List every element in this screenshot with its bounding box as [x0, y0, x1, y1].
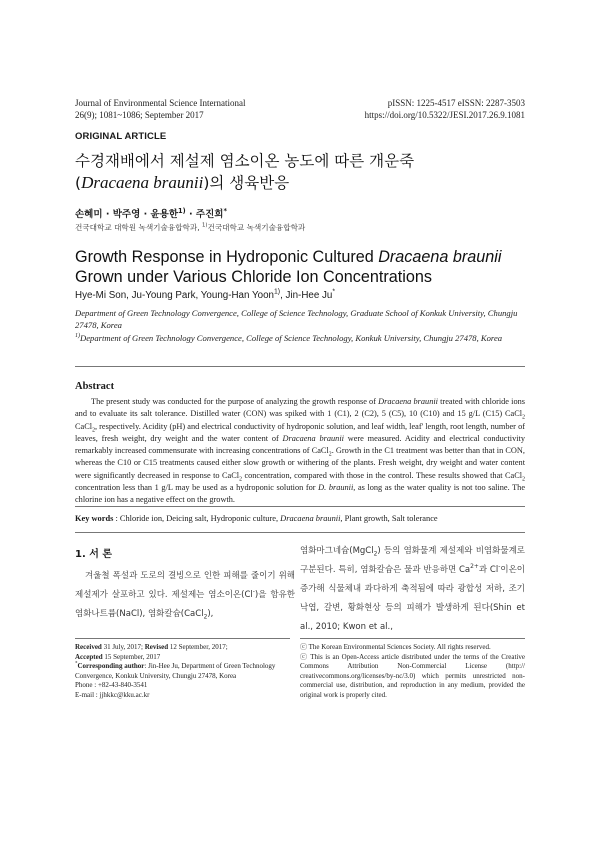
footnote-rule-right: [300, 638, 525, 639]
paren-open: (: [75, 174, 82, 192]
korean-affiliation-sup: 1): [202, 222, 208, 229]
superscript: 2+: [470, 563, 479, 571]
subscript: 2: [522, 476, 525, 483]
keywords-species: Dracaena braunii: [280, 514, 341, 523]
english-affiliation-2-text: Department of Green Technology Convergence, College of Science Technology, Konkuk University, Chungju 27478, Korea: [80, 333, 503, 343]
korean-affiliation: [75, 222, 305, 233]
journal-volume: 26(9); 1081~1086; September 2017: [75, 110, 204, 120]
superscript: -: [252, 588, 255, 596]
article-type: ORIGINAL ARTICLE: [75, 131, 167, 142]
abstract-text: , as long as the water quality is not too saline. The chlorine ion has a negative effect on the growth.: [75, 483, 526, 505]
korean-author-sup: 1): [178, 206, 186, 215]
korean-affiliation-a: 건국대학교 대학원 녹색기술융합학과,: [75, 223, 203, 232]
korean-title-line2: [75, 172, 535, 194]
korean-title-line1: 수경재배에서 제설제 염소이온 농도에 따른 개운죽: [75, 152, 415, 170]
body-right-column: [300, 542, 525, 637]
english-affiliation-2-sup: 1): [75, 333, 81, 340]
divider-top: [75, 366, 525, 367]
revised-date: 12 September, 2017;: [168, 643, 228, 651]
english-corresponding-star: *: [332, 288, 336, 296]
revised-label: Revised: [144, 643, 169, 651]
journal-header-right: [300, 97, 525, 121]
body-text: )을 함유한 염화나트륨(NaCl), 염화칼슘(CaCl: [75, 590, 295, 619]
abstract-text: CaCl: [75, 421, 93, 431]
subscript: 2: [239, 476, 242, 483]
journal-name: Journal of Environmental Science International: [75, 98, 246, 108]
copyright-notice: ⓒ The Korean Environmental Sciences Society. All rights reserved.: [300, 643, 491, 651]
english-title-part1: Growth Response in Hydroponic Cultured: [75, 248, 379, 266]
corresponding-label: Corresponding author: [77, 662, 145, 671]
english-title-species: Dracaena braunii: [378, 248, 502, 266]
superscript: -: [498, 563, 501, 571]
body-text: ),: [207, 609, 214, 619]
section-heading-intro: 1. 서 론: [75, 549, 113, 560]
divider-abstract: [75, 506, 525, 507]
body-text: 과 Cl: [478, 565, 499, 575]
abstract-body: [75, 396, 525, 507]
abstract-text: concentration, compared with those in the control. These results showed that CaCl: [241, 470, 523, 480]
english-authors-b: , Jin-Hee Ju: [280, 290, 333, 301]
abstract-species: Dracaena braunii: [282, 433, 344, 443]
corresponding-star: *: [223, 206, 227, 215]
body-text: 겨울철 폭설과 도로의 결빙으로 인한 피해를 줄이기 위해 제설제가 살포하고 있다. 제설제는 염소이온(Cl: [75, 571, 295, 600]
abstract-heading: Abstract: [75, 381, 115, 392]
corresponding-author: [75, 662, 290, 681]
english-title: [75, 247, 535, 287]
keywords: [75, 514, 525, 523]
english-author-sup: 1): [273, 288, 281, 296]
english-title-part2: Grown under Various Chloride Ion Concentrations: [75, 268, 432, 286]
body-left-column: [75, 567, 295, 624]
keywords-a: Chloride ion, Deicing salt, Hydroponic culture,: [119, 514, 281, 523]
accepted-date: 15 September, 2017: [102, 652, 161, 661]
footnote-rule-left: [75, 638, 290, 639]
received-date: 31 July, 2017;: [101, 643, 145, 651]
abstract-text: were measured. Acidity and electrical conductivity remarkably increased commensurate with increasing concentrations of CaCl: [75, 433, 525, 456]
subscript: 2: [328, 451, 332, 458]
korean-title-species: Dracaena braunii: [81, 173, 204, 192]
body-text: ) 등의 염화물계 제설제와 비염화물계로 구분된다. 특히, 염화칼슘은 물과 반응하면 Ca: [300, 546, 525, 575]
subscript: 2: [203, 613, 208, 621]
body-text: 이온이 증가해 식물체내 과다하게 축적됨에 따라 광합성 저하, 조기낙엽, 갈변, 황화현상 등의 피해가 발생하게 된다(Shin et al., 2010; Kwon et al.,: [300, 565, 525, 632]
english-authors: [75, 290, 335, 301]
korean-authors-a: 손혜미 · 박주영 · 윤용한: [75, 209, 179, 220]
abstract-text: , respectively. Acidity (pH) and electrical conductivity of hydroponic solution, and leaf width, leaf' length, root length, number of leaves, fresh weight, dry weight and the water content of: [75, 421, 525, 443]
footnote-right: [300, 643, 525, 701]
corresponding-star: *: [75, 661, 78, 667]
phone: Phone : +82-43-840-3541: [75, 681, 148, 690]
divider-keywords: [75, 532, 525, 533]
accepted-label: Accepted: [75, 652, 103, 661]
abstract-species: D. braunii: [318, 483, 354, 493]
email[interactable]: E-mail : jjhkkc@kku.ac.kr: [75, 690, 150, 699]
body-text: 염화마그네슘(MgCl: [300, 546, 374, 556]
korean-authors: [75, 206, 227, 220]
keywords-sep: :: [113, 514, 120, 523]
subscript: 2: [373, 550, 378, 558]
english-affiliation-1: Department of Green Technology Convergence, College of Science Technology, Graduate School of Konkuk University, Chungju 27478, Korea: [75, 308, 518, 330]
subscript: 2: [522, 414, 525, 421]
subscript: 2: [92, 427, 95, 434]
journal-header-left: [75, 97, 245, 121]
corresponding-text: : Jin-Hee Ju, Department of Green Technology Convergence, Konkuk University, Chungju 27478, Korea: [75, 662, 276, 680]
abstract-text: The present study was conducted for the purpose of analyzing the growth response of: [91, 397, 379, 406]
abstract-text: concentration less than 1 g/L may be used as a hydroponic solution for: [75, 483, 319, 493]
korean-affiliation-b: 건국대학교 녹색기술융합학과: [207, 223, 306, 232]
received-label: Received: [75, 643, 102, 651]
footnote-left: [75, 643, 290, 701]
korean-authors-b: · 주진희: [185, 209, 224, 220]
english-affiliation-2: [75, 332, 535, 344]
journal-issn: pISSN: 1225-4517 eISSN: 2287-3503: [387, 98, 525, 108]
abstract-species: Dracaena braunii: [378, 397, 438, 406]
license-notice: ⓒ This is an Open-Access article distributed under the terms of the Creative Commons Attribution Non-Commercial License (http:// creativecommons.org/licenses/by-nc/3.0) which permits unrestricted non-commercial use, distribution, and reproduction in any medium, provided the original work is properly cited.: [300, 652, 525, 699]
abstract-text: . Growth in the C1 treatment was better than that in CON, whereas the C10 or C15 treatments caused either slow growth or withering of the plants. Fresh weight, dry weight and water content were significantly decreased in response to CaCl: [75, 446, 525, 480]
keywords-label: Key words: [75, 514, 114, 523]
accepted-line: [75, 653, 290, 663]
korean-title-rest: )의 생육반응: [203, 174, 290, 192]
english-authors-a: Hye-Mi Son, Ju-Young Park, Young-Han Yoon: [75, 290, 274, 301]
abstract-text: treated with chloride ions and to evaluate its salt tolerance. Distilled water (CON) was spiked with 1 (C1), 2 (C2), 5 (C5), 10 (C10) and 15 g/L (C15) CaCl: [75, 397, 525, 419]
korean-title: [75, 151, 535, 194]
received-line: [75, 643, 290, 653]
keywords-b: , Plant growth, Salt tolerance: [340, 514, 438, 523]
journal-doi[interactable]: https://doi.org/10.5322/JESI.2017.26.9.1081: [364, 110, 525, 120]
